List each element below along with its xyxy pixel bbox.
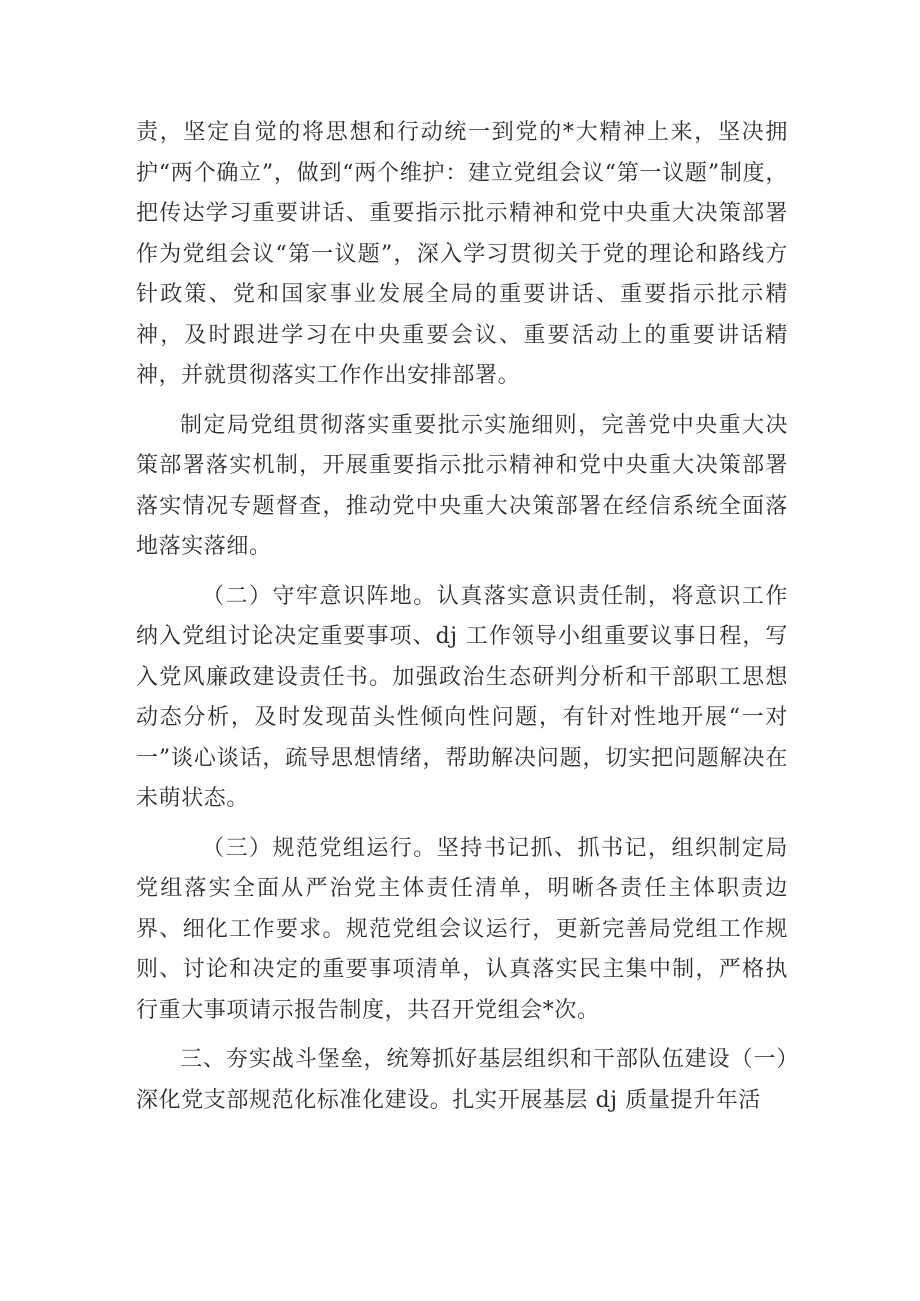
paragraph-4: （三）规范党组运行。坚持书记抓、抓书记，组织制定局党组落实全面从严治党主体责任清单，明晰各责任主体职责边界、细化工作要求。规范党组会议运行，更新完善局党组工作规则、讨论和决定的重要事项清单，认真落实民主集中制，严格执行重大事项请示报告制度，共召开党组会*次。 — [136, 835, 788, 1023]
paragraph-2: 制定局党组贯彻落实重要批示实施细则，完善党中央重大决策部署落实机制，开展重要指示批示精神和党中央重大决策部署落实情况专题督查，推动党中央重大决策部署在经信系统全面落地落实落细。 — [136, 412, 788, 559]
paragraph-5: 三、夯实战斗堡垒，统筹抓好基层组织和干部队伍建设（一）深化党支部规范化标准化建设。扎实开展基层 dj 质量提升年活 — [136, 1047, 788, 1113]
paragraph-3: （二）守牢意识阵地。认真落实意识责任制，将意识工作纳入党组讨论决定重要事项、dj 工作领导小组重要议事日程，写入党风廉政建设责任书。加强政治生态研判分析和干部职工思想动态分析，及时发现苗头性倾向性问题，有针对性地开展“一对一”谈心谈话，疏导思想情绪，帮助解决问题，切实把问题解决在未萌状态。 — [136, 583, 788, 811]
document-body — [136, 113, 788, 1121]
paragraph-1: 责，坚定自觉的将思想和行动统一到党的*大精神上来，坚决拥护“两个确立”，做到“两个维护：建立党组会议“第一议题”制度，把传达学习重要讲话、重要指示批示精神和党中央重大决策部署作为党组会议“第一议题”，深入学习贯彻关于党的理论和路线方针政策、党和国家事业发展全局的重要讲话、重要指示批示精神，及时跟进学习在中央重要会议、重要活动上的重要讲话精神，并就贯彻落实工作作出安排部署。 — [136, 120, 788, 388]
